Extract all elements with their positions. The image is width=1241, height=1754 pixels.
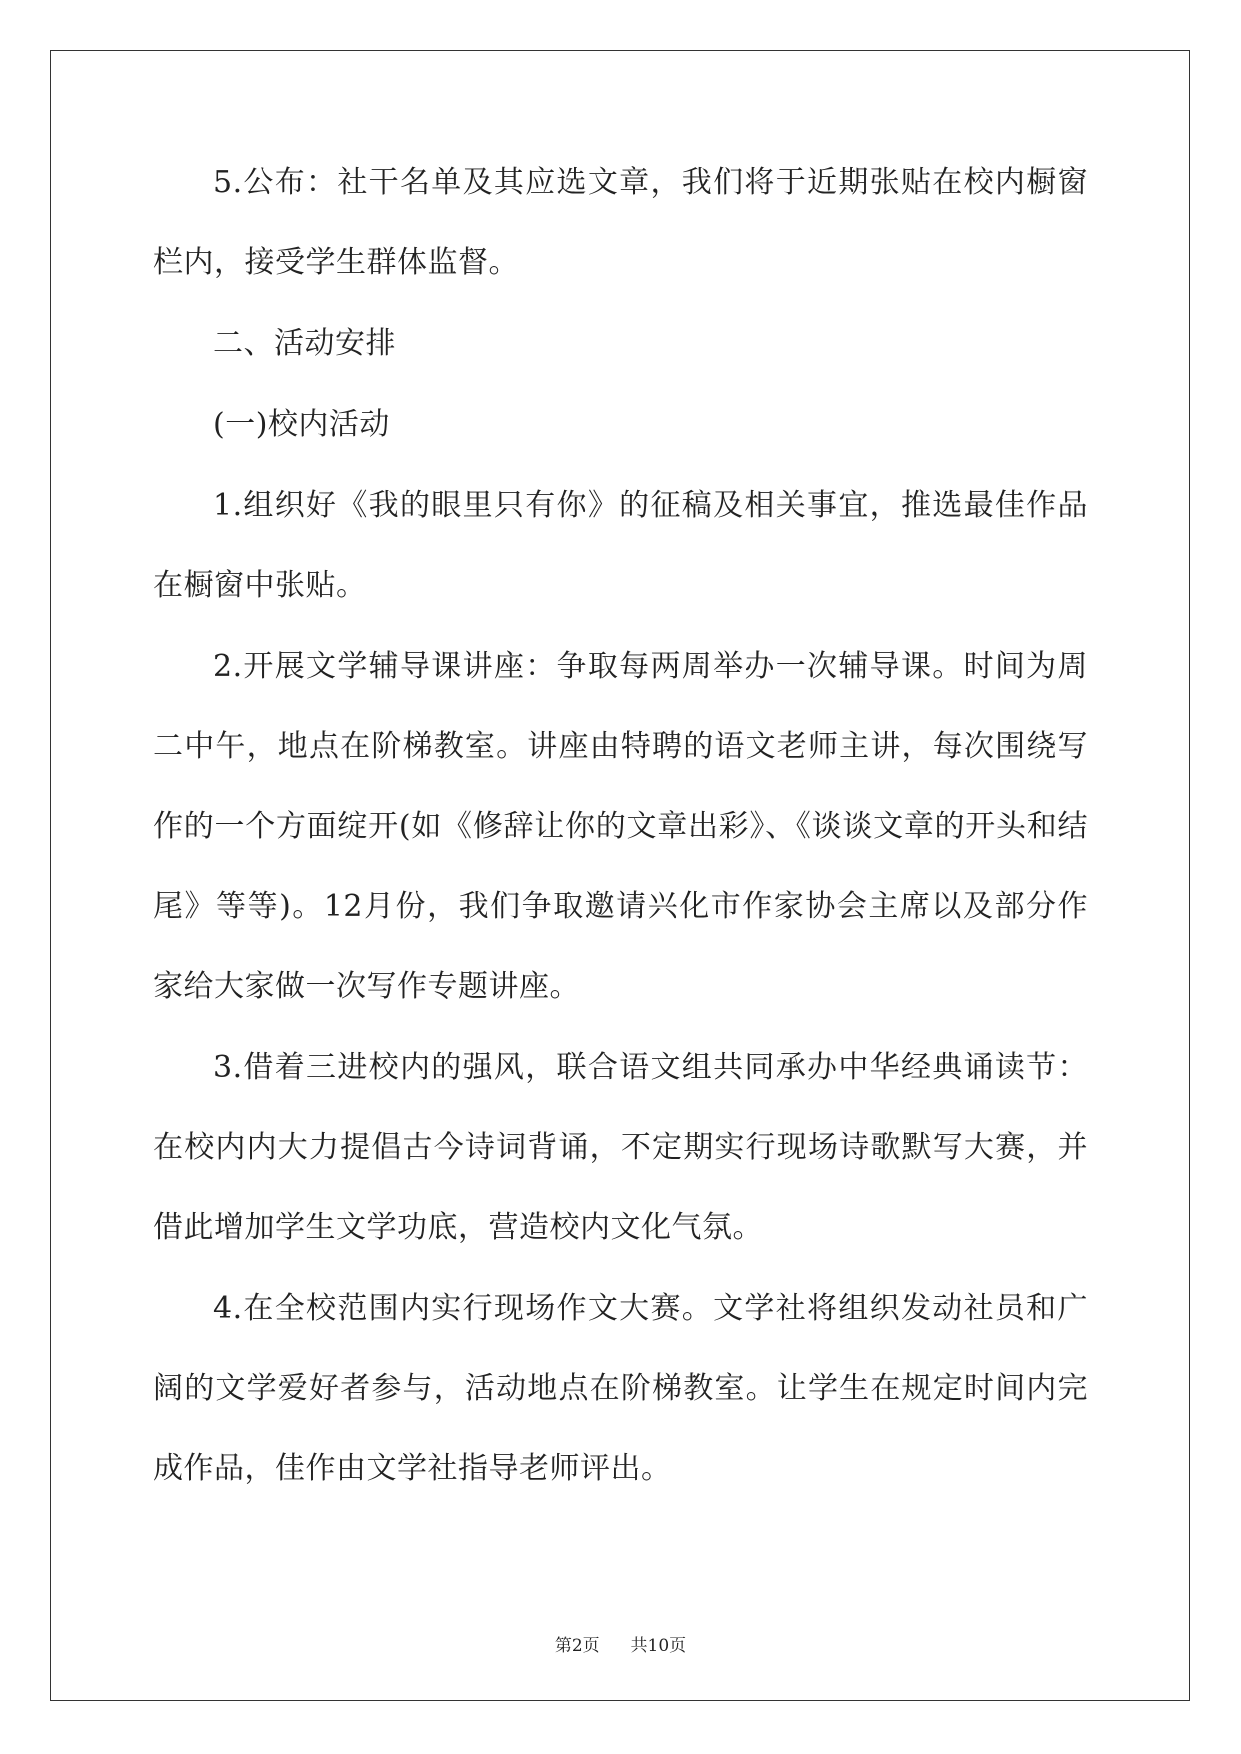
paragraph <box>153 486 1088 606</box>
text-line: 4.在全校范围内实行现场作文大赛。文学社将组织发动社员和广 <box>213 1291 1088 1326</box>
text-line: 2.开展文学辅导课讲座：争取每两周举办一次辅导课。时间为周 <box>213 649 1088 684</box>
paragraph <box>153 1048 1088 1248</box>
page-number: 第2页 <box>554 1636 600 1656</box>
text-line: (一)校内活动 <box>213 407 390 442</box>
paragraph <box>153 163 1088 283</box>
text-line: 在校内内大力提倡古今诗词背诵，不定期实行现场诗歌默写大赛，并 <box>153 1130 1088 1165</box>
text-line: 尾》等等)。12月份，我们争取邀请兴化市作家协会主席以及部分作 <box>153 889 1088 924</box>
text-line: 5.公布：社干名单及其应选文章，我们将于近期张贴在校内橱窗 <box>213 165 1088 200</box>
text-line: 1.组织好《我的眼里只有你》的征稿及相关事宜，推选最佳作品 <box>213 488 1088 523</box>
paragraph <box>153 647 1088 1007</box>
section-heading <box>153 324 1088 364</box>
text-line: 阔的文学爱好者参与，活动地点在阶梯教室。让学生在规定时间内完 <box>153 1371 1088 1406</box>
text-line: 栏内，接受学生群体监督。 <box>153 245 519 280</box>
text-line: 在橱窗中张贴。 <box>153 568 367 603</box>
paragraph <box>153 1289 1088 1489</box>
page-footer <box>0 1635 1241 1657</box>
text-line: 家给大家做一次写作专题讲座。 <box>153 969 580 1004</box>
text-line: 二中午，地点在阶梯教室。讲座由特聘的语文老师主讲，每次围绕写 <box>153 729 1088 764</box>
text-line: 作的一个方面绽开(如《修辞让你的文章出彩》、《谈谈文章的开头和结 <box>153 809 1088 844</box>
document-body <box>153 163 1088 1489</box>
text-line: 成作品，佳作由文学社指导老师评出。 <box>153 1451 672 1486</box>
text-line: 3.借着三进校内的强风，联合语文组共同承办中华经典诵读节： <box>213 1050 1088 1085</box>
subsection-heading <box>153 405 1088 445</box>
page-total: 共10页 <box>630 1636 687 1656</box>
text-line: 借此增加学生文学功底，营造校内文化气氛。 <box>153 1210 763 1245</box>
text-line: 二、活动安排 <box>213 326 396 361</box>
